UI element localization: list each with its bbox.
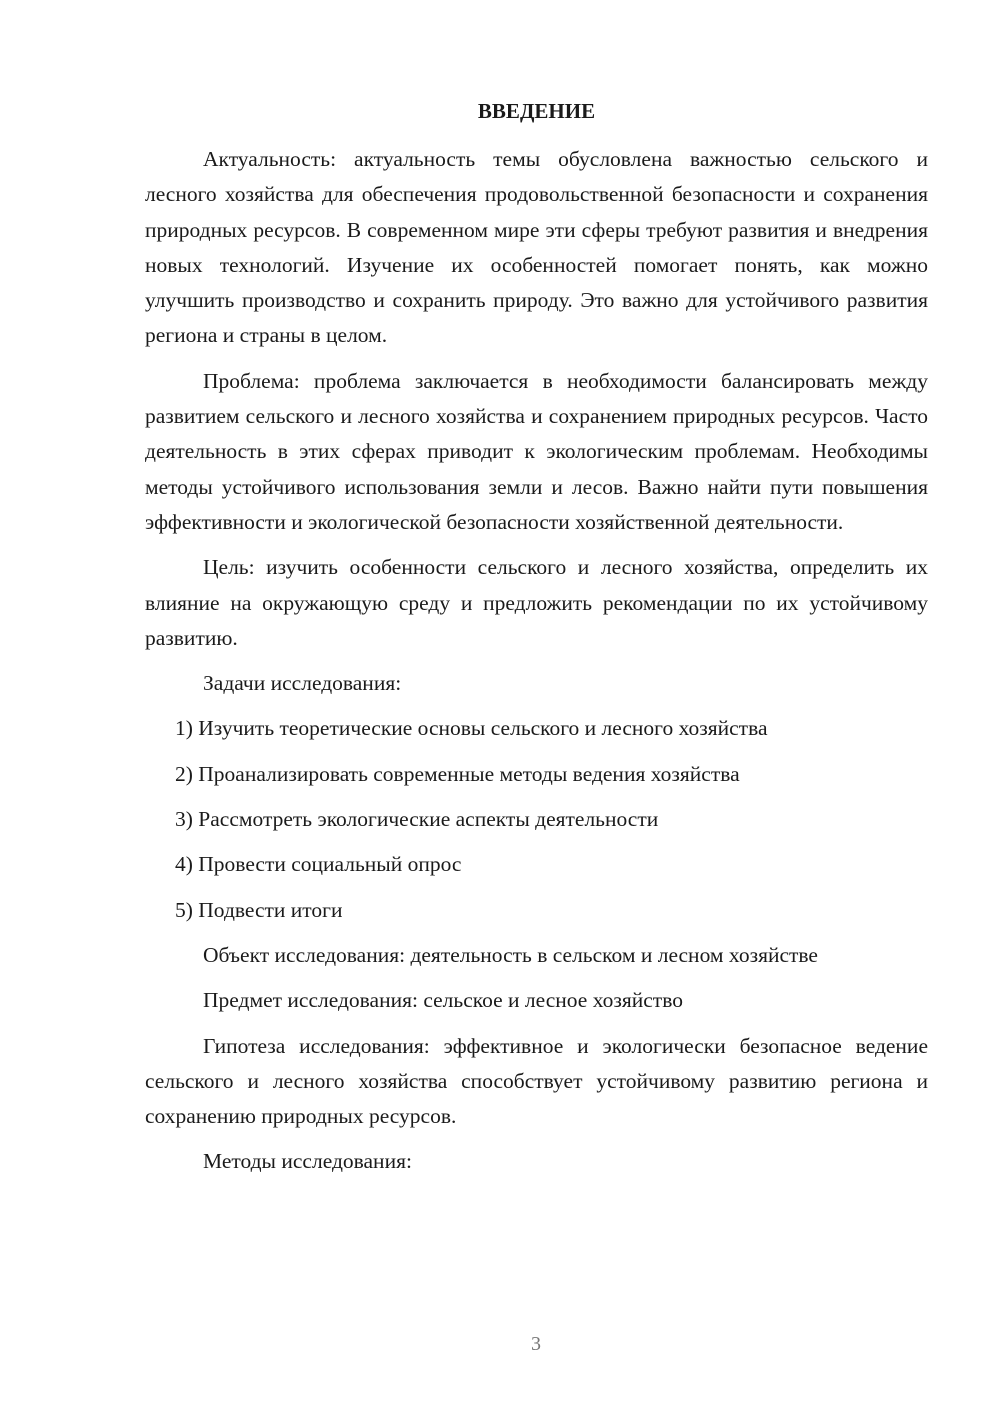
page-number: 3	[531, 1333, 541, 1355]
paragraph-goal: Цель: изучить особенности сельского и лесного хозяйства, определить их влияние на окружающую среду и предложить рекомендации по их устойчивому развитию.	[145, 555, 928, 650]
task-item-2: 2) Проанализировать современные методы ведения хозяйства	[175, 761, 740, 786]
tasks-heading: Задачи исследования:	[203, 671, 402, 696]
task-item-3: 3) Рассмотреть экологические аспекты деятельности	[175, 807, 659, 832]
task-item-4: 4) Провести социальный опрос	[175, 852, 462, 877]
paragraph-problem: Проблема: проблема заключается в необходимости балансировать между развитием сельского и лесного хозяйства и сохранением природных ресурсов. Часто деятельность в этих сферах приводит к экологическим проблемам. Необходимы методы устойчивого использования земли и лесов. Важно найти пути повышения эффективности и экологической безопасности хозяйственной деятельности.	[145, 368, 928, 534]
page-title: ВВЕДЕНИЕ	[477, 99, 596, 123]
paragraph-subject: Предмет исследования: сельское и лесное хозяйство	[203, 988, 683, 1013]
methods-heading: Методы исследования:	[203, 1149, 412, 1174]
document-body	[145, 142, 928, 1180]
task-item-1: 1) Изучить теоретические основы сельского и лесного хозяйства	[175, 716, 768, 741]
paragraph-object: Объект исследования: деятельность в сельском и лесном хозяйстве	[203, 942, 818, 967]
task-item-5: 5) Подвести итоги	[175, 897, 343, 922]
paragraph-relevance: Актуальность: актуальность темы обусловлена важностью сельского и лесного хозяйства для обеспечения продовольственной безопасности и сохранения природных ресурсов. В современном мире эти сферы требуют развития и внедрения новых технологий. Изучение их особенностей помогает понять, как можно улучшить производство и сохранить природу. Это важно для устойчивого развития региона и страны в целом.	[145, 147, 928, 348]
paragraph-hypothesis: Гипотеза исследования: эффективное и экологически безопасное ведение сельского и лесного хозяйства способствует устойчивому развитию региона и сохранению природных ресурсов.	[145, 1033, 928, 1129]
